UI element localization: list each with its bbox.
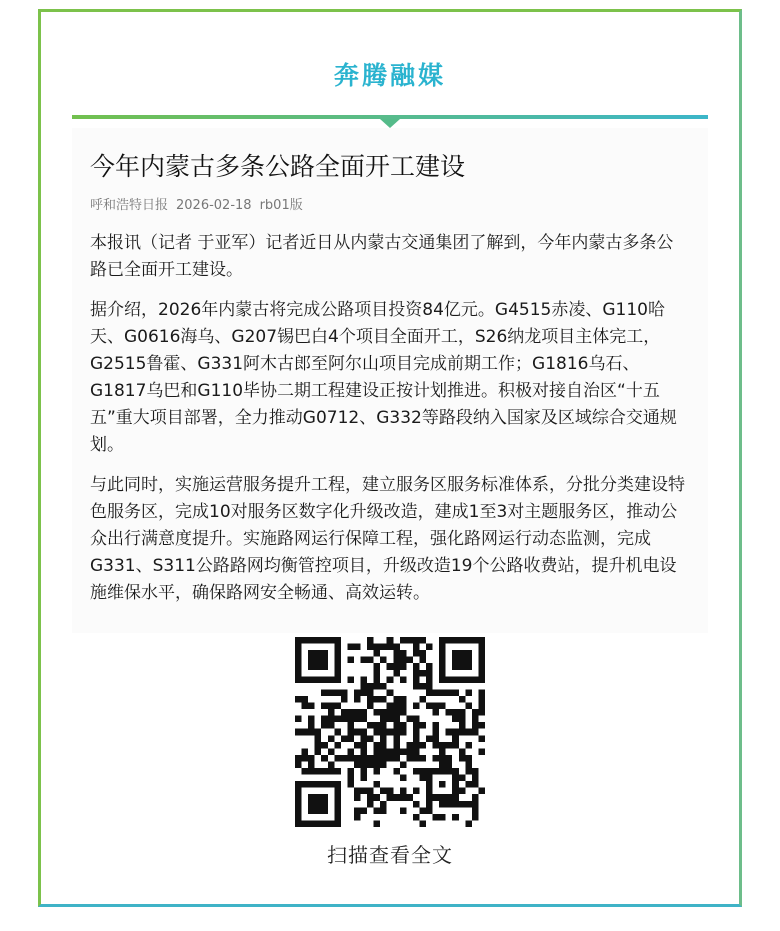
article-meta xyxy=(90,194,303,213)
brand-title: 奔腾融媒 xyxy=(333,61,446,90)
article-source: 呼和浩特日报 xyxy=(90,198,169,213)
article-edition: rb01版 xyxy=(259,198,303,213)
article-title: 今年内蒙古多条公路全面开工建设 xyxy=(90,152,466,181)
qr-caption: 扫描查看全文 xyxy=(327,843,453,867)
qr-code-icon[interactable] xyxy=(295,637,485,827)
article-body xyxy=(90,230,690,620)
divider-notch-icon xyxy=(380,119,400,128)
article-paragraph: 与此同时，实施运营服务提升工程，建立服务区服务标准体系，分批分类建设特色服务区，完成10对服务区数字化升级改造，建成1至3对主题服务区，推动公众出行满意度提升。实施路网运行保障工程，强化路网运行动态监测，完成G331、S311公路路网均衡管控项目，升级改造19个公路收费站，提升机电设施维保水平，确保路网安全畅通、高效运转。 xyxy=(90,475,685,603)
article-date: 2026-02-18 xyxy=(176,198,252,213)
article-paragraph: 据介绍，2026年内蒙古将完成公路项目投资84亿元。G4515赤凌、G110哈天、G0616海乌、G207锡巴白4个项目全面开工，S26纳龙项目主体完工，G2515鲁霍、G331阿木古郎至阿尔山项目完成前期工作；G1816乌石、G1817乌巴和G110毕协二期工程建设正按计划推进。积极对接自治区“十五五”重大项目部署，全力推动G0712、G332等路段纳入国家及区域综合交通规划。 xyxy=(90,300,677,455)
article-paragraph: 本报讯（记者 于亚军）记者近日从内蒙古交通集团了解到，今年内蒙古多条公路已全面开工建设。 xyxy=(90,233,674,280)
article-card xyxy=(72,128,708,633)
